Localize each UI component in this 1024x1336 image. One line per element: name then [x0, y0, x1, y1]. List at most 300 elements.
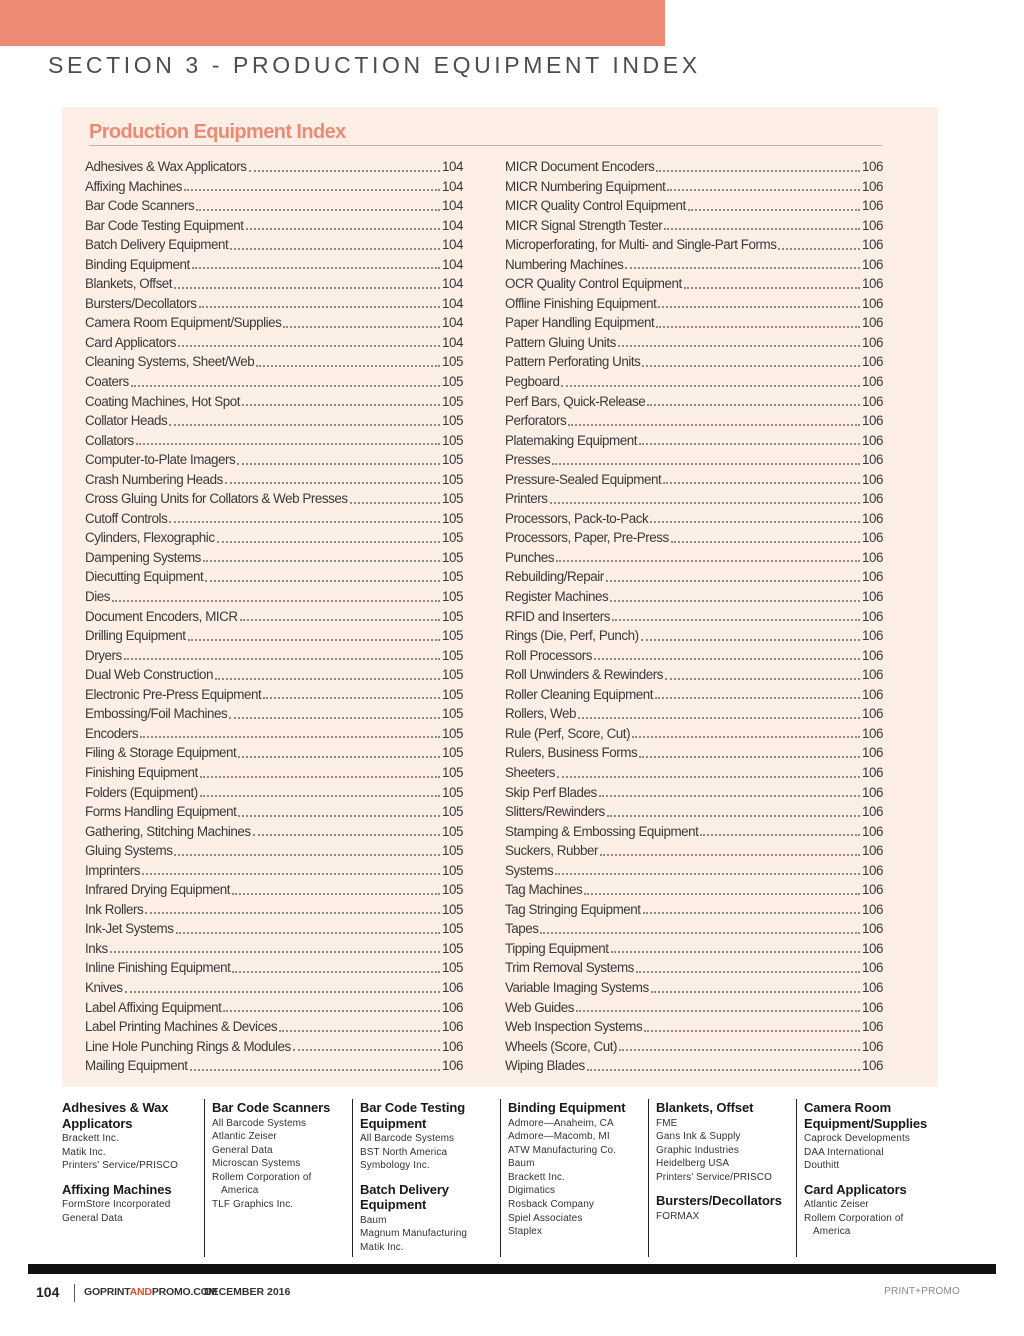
index-entry-page: 106	[862, 686, 883, 702]
index-entry-label: Web Guides	[505, 999, 574, 1015]
index-entry-label: Sheeters	[505, 764, 555, 780]
supplier-name: Symbology Inc.	[360, 1160, 430, 1172]
dot-leader	[606, 579, 860, 582]
index-entry-label: Web Inspection Systems	[505, 1019, 643, 1035]
index-entry[interactable]	[85, 431, 463, 451]
index-entry-label: Processors, Paper, Pre-Press	[505, 530, 669, 546]
index-entry-page: 106	[862, 823, 883, 839]
index-entry[interactable]	[505, 724, 883, 744]
directory-category-heading: Binding Equipment	[508, 1100, 626, 1115]
index-entry-label: Skip Perf Blades	[505, 784, 597, 800]
index-title: Production Equipment Index	[89, 121, 882, 146]
dot-leader	[600, 853, 860, 856]
index-entry[interactable]	[505, 431, 883, 451]
index-entry-label: Paper Handling Equipment	[505, 315, 655, 331]
index-entry-page: 104	[442, 178, 463, 194]
index-entry[interactable]	[505, 1037, 883, 1057]
index-entry[interactable]	[85, 567, 463, 587]
index-entry[interactable]	[505, 196, 883, 216]
index-entry[interactable]	[85, 548, 463, 568]
website-link[interactable]	[84, 1286, 217, 1298]
dot-leader	[131, 384, 440, 387]
index-entry-label: Bursters/Decollators	[85, 295, 197, 311]
supplier-name: America	[813, 1226, 851, 1238]
dot-leader	[664, 227, 860, 230]
supplier-name: Printers' Service/PRISCO	[656, 1171, 773, 1183]
index-entry-page: 105	[442, 491, 463, 507]
index-entry-label: Pattern Perforating Units	[505, 354, 641, 370]
index-entry-label: Ink-Jet Systems	[85, 921, 174, 937]
index-entry-label: Wiping Blades	[505, 1058, 585, 1074]
index-entry-page: 104	[442, 295, 463, 311]
index-entry-label: MICR Document Encoders	[505, 159, 655, 174]
index-entry[interactable]	[505, 1017, 883, 1037]
index-entry-page: 106	[862, 960, 883, 976]
index-entry-page: 105	[442, 667, 463, 683]
dot-leader	[700, 833, 860, 836]
index-entry-page: 105	[442, 784, 463, 800]
index-entry[interactable]	[505, 919, 883, 939]
index-entry[interactable]	[85, 528, 463, 548]
dot-leader	[632, 735, 860, 738]
dot-leader	[140, 735, 440, 738]
index-entry[interactable]	[85, 1056, 463, 1076]
index-entry[interactable]	[85, 665, 463, 685]
dot-leader	[587, 1068, 860, 1071]
index-entry-label: Line Hole Punching Rings & Modules	[85, 1038, 291, 1054]
index-entry-label: Processors, Pack-to-Pack	[505, 510, 649, 526]
index-entry-page: 106	[862, 256, 883, 272]
index-entry-label: Binding Equipment	[85, 256, 190, 272]
index-entry[interactable]	[505, 294, 883, 314]
dot-leader	[232, 892, 440, 895]
index-entry[interactable]	[505, 450, 883, 470]
index-entry-page: 106	[862, 862, 883, 878]
dot-leader	[639, 442, 860, 445]
index-entry-label: Bar Code Scanners	[85, 198, 195, 214]
index-entry-page: 105	[442, 628, 463, 644]
index-entry[interactable]	[505, 313, 883, 333]
dot-leader	[584, 892, 860, 895]
index-entry-page: 106	[862, 159, 883, 174]
directory-column	[500, 1099, 645, 1257]
index-entry[interactable]	[505, 822, 883, 842]
index-entry-page: 106	[862, 804, 883, 820]
dot-leader	[238, 814, 440, 817]
index-entry-label: Camera Room Equipment/Supplies	[85, 315, 282, 331]
index-entry-label: Collators	[85, 432, 134, 448]
index-entry[interactable]	[85, 763, 463, 783]
index-entry-page: 106	[862, 725, 883, 741]
index-entry-label: Crash Numbering Heads	[85, 471, 223, 487]
index-entry[interactable]	[505, 626, 883, 646]
index-entry-page: 106	[862, 706, 883, 722]
dot-leader	[610, 599, 860, 602]
index-entry[interactable]	[505, 372, 883, 392]
index-entry-label: Rulers, Business Forms	[505, 745, 638, 761]
index-entry[interactable]	[85, 978, 463, 998]
section-title: SECTION 3 - PRODUCTION EQUIPMENT INDEX	[48, 52, 701, 78]
magazine-brand: PRINT+PROMO	[884, 1286, 960, 1297]
index-entry-label: Label Printing Machines & Devices	[85, 1019, 278, 1035]
dot-leader	[136, 442, 440, 445]
index-entry-page: 106	[442, 1019, 463, 1035]
index-entry[interactable]	[85, 352, 463, 372]
supplier-name: America	[221, 1185, 259, 1197]
dot-leader	[656, 325, 860, 328]
index-entry-label: Numbering Machines	[505, 256, 624, 272]
directory-group	[508, 1100, 645, 1239]
index-entry-label: Coaters	[85, 374, 129, 390]
index-entry-label: Imprinters	[85, 862, 141, 878]
index-entry[interactable]	[85, 372, 463, 392]
index-entry[interactable]	[505, 998, 883, 1018]
index-entry-label: Finishing Equipment	[85, 764, 198, 780]
dot-leader	[778, 247, 860, 250]
index-entry-page: 106	[862, 530, 883, 546]
dot-leader	[176, 931, 441, 934]
index-entry[interactable]	[85, 743, 463, 763]
index-entry-label: Filing & Storage Equipment	[85, 745, 237, 761]
directory-category-heading: Bar Code Testing Equipment	[360, 1100, 466, 1131]
dot-leader	[283, 325, 440, 328]
index-entry[interactable]	[505, 685, 883, 705]
index-entry-page: 106	[862, 764, 883, 780]
dot-leader	[203, 559, 440, 562]
supplier-name: FormStore Incorporated	[62, 1199, 171, 1211]
index-entry-label: Embossing/Foil Machines	[85, 706, 228, 722]
index-entry-label: Register Machines	[505, 589, 609, 605]
index-entry[interactable]	[85, 255, 463, 275]
index-entry[interactable]	[505, 177, 883, 197]
index-entry-label: Rule (Perf, Score, Cut)	[505, 725, 631, 741]
supplier-name: Staplex	[508, 1226, 543, 1238]
index-entry[interactable]	[85, 939, 463, 959]
index-entry[interactable]	[85, 587, 463, 607]
index-entry[interactable]	[505, 528, 883, 548]
index-entry[interactable]	[85, 470, 463, 490]
index-entry[interactable]	[505, 861, 883, 881]
index-entry[interactable]	[505, 704, 883, 724]
index-entry-page: 105	[442, 569, 463, 585]
index-entry[interactable]	[85, 294, 463, 314]
index-entry-page: 105	[442, 843, 463, 859]
index-entry[interactable]	[85, 861, 463, 881]
index-entry[interactable]	[505, 411, 883, 431]
index-entry[interactable]	[505, 978, 883, 998]
index-entry[interactable]	[505, 392, 883, 412]
dot-leader	[644, 1029, 860, 1032]
dot-leader	[667, 188, 860, 191]
index-entry-page: 106	[862, 178, 883, 194]
dot-leader	[192, 266, 440, 269]
dot-leader	[215, 677, 440, 680]
index-entry[interactable]	[505, 509, 883, 529]
index-entry[interactable]	[85, 783, 463, 803]
index-entry[interactable]	[85, 704, 463, 724]
index-entry[interactable]	[505, 157, 883, 177]
index-entry[interactable]	[505, 958, 883, 978]
index-entry-page: 104	[442, 198, 463, 214]
index-entry-label: Document Encoders, MICR	[85, 608, 238, 624]
dot-leader	[663, 481, 860, 484]
index-entry-label: Rollers, Web	[505, 706, 577, 722]
index-entry[interactable]	[505, 783, 883, 803]
index-entry[interactable]	[85, 880, 463, 900]
dot-leader	[650, 520, 860, 523]
index-entry-page: 105	[442, 725, 463, 741]
index-entry-page: 105	[442, 882, 463, 898]
index-entry[interactable]	[505, 567, 883, 587]
index-entry[interactable]	[505, 939, 883, 959]
index-entry-page: 106	[862, 667, 883, 683]
index-entry[interactable]	[85, 489, 463, 509]
index-entry-label: Tapes	[505, 921, 539, 937]
index-entry[interactable]	[85, 1037, 463, 1057]
supplier-name: FORMAX	[656, 1210, 700, 1222]
dot-leader	[684, 286, 860, 289]
index-entry-label: OCR Quality Control Equipment	[505, 276, 682, 292]
index-entry[interactable]	[85, 235, 463, 255]
dot-leader	[200, 775, 440, 778]
index-entry-label: Cutoff Controls	[85, 510, 168, 526]
dot-leader	[656, 169, 860, 172]
dot-leader	[561, 384, 860, 387]
index-entry-label: Punches	[505, 549, 554, 565]
index-entry-page: 106	[862, 374, 883, 390]
supplier-name: Admore—Anaheim, CA	[508, 1117, 614, 1129]
dot-leader	[599, 794, 860, 797]
dot-leader	[540, 931, 860, 934]
index-entry-page: 105	[442, 393, 463, 409]
index-entry-page: 106	[862, 628, 883, 644]
dot-leader	[576, 1009, 860, 1012]
index-entry-page: 104	[442, 237, 463, 253]
index-entry-page: 106	[862, 940, 883, 956]
supplier-name: Spiel Associates	[508, 1212, 583, 1224]
index-entry[interactable]	[85, 509, 463, 529]
index-entry-page: 106	[862, 315, 883, 331]
supplier-name: Digimatics	[508, 1185, 556, 1197]
index-entry-page: 106	[442, 979, 463, 995]
directory-column	[796, 1099, 941, 1257]
dot-leader	[190, 1068, 440, 1071]
dot-leader	[229, 716, 440, 719]
index-entry-label: Systems	[505, 862, 554, 878]
index-entry[interactable]	[85, 333, 463, 353]
dot-leader	[246, 227, 440, 230]
index-entry[interactable]	[85, 900, 463, 920]
index-entry-label: Printers	[505, 491, 548, 507]
index-entry-page: 105	[442, 471, 463, 487]
index-entry[interactable]	[85, 196, 463, 216]
index-entry[interactable]	[505, 646, 883, 666]
index-entry[interactable]	[505, 274, 883, 294]
dot-leader	[169, 520, 440, 523]
directory-category-heading: Batch Delivery Equipment	[360, 1181, 449, 1213]
index-entry[interactable]	[85, 1017, 463, 1037]
supplier-name: General Data	[62, 1212, 123, 1224]
index-entry-page: 106	[862, 354, 883, 370]
index-entry[interactable]	[85, 646, 463, 666]
index-entry-label: Perforators	[505, 413, 567, 429]
supplier-name: General Data	[212, 1144, 273, 1156]
index-entry-label: MICR Numbering Equipment	[505, 178, 666, 194]
supplier-name: Graphic Industries	[656, 1144, 739, 1156]
index-entry-page: 104	[442, 334, 463, 350]
index-entry-page: 105	[442, 354, 463, 370]
index-entry[interactable]	[85, 450, 463, 470]
index-entry-label: Stamping & Embossing Equipment	[505, 823, 699, 839]
header-accent-bar	[0, 0, 665, 46]
index-entry-page: 104	[442, 159, 463, 174]
dot-leader	[184, 188, 440, 191]
index-entry[interactable]	[505, 900, 883, 920]
index-entry-label: Pattern Gluing Units	[505, 334, 616, 350]
index-entry[interactable]	[85, 216, 463, 236]
index-entry[interactable]	[85, 157, 463, 177]
index-entry[interactable]	[505, 763, 883, 783]
index-entry[interactable]	[505, 333, 883, 353]
index-entry-label: Offline Finishing Equipment	[505, 295, 657, 311]
index-entry[interactable]	[85, 274, 463, 294]
index-panel	[62, 107, 938, 1087]
index-entry[interactable]	[85, 607, 463, 627]
index-entry-page: 106	[862, 901, 883, 917]
dot-leader	[619, 1048, 860, 1051]
index-entry[interactable]	[505, 841, 883, 861]
index-entry[interactable]	[505, 1056, 883, 1076]
index-entry[interactable]	[85, 802, 463, 822]
supplier-name: Rollem Corporation of	[804, 1212, 904, 1224]
index-entry-page: 105	[442, 647, 463, 663]
index-entry-label: Folders (Equipment)	[85, 784, 198, 800]
index-entry-page: 106	[862, 647, 883, 663]
page-number: 104	[36, 1284, 60, 1300]
index-entry[interactable]	[85, 313, 463, 333]
index-entry-label: Encoders	[85, 725, 138, 741]
supplier-name: FME	[656, 1117, 678, 1129]
index-entry[interactable]	[85, 958, 463, 978]
index-entry-page: 105	[442, 804, 463, 820]
index-entry-label: Wheels (Score, Cut)	[505, 1038, 617, 1054]
index-entry-page: 106	[442, 1058, 463, 1074]
index-entry[interactable]	[505, 470, 883, 490]
index-entry-label: Card Applicators	[85, 334, 177, 350]
index-entry[interactable]	[505, 489, 883, 509]
index-entry-page: 104	[442, 315, 463, 331]
index-entry[interactable]	[85, 919, 463, 939]
supplier-name: Heidelberg USA	[656, 1158, 730, 1170]
index-entry-label: Perf Bars, Quick-Release	[505, 393, 646, 409]
index-entry-label: Dual Web Construction	[85, 667, 213, 683]
dot-leader	[237, 462, 440, 465]
index-entry-label: Blankets, Offset	[85, 276, 173, 292]
supplier-name: Rollem Corporation of	[212, 1171, 312, 1183]
index-entry[interactable]	[505, 802, 883, 822]
index-entry-label: Knives	[85, 979, 123, 995]
supplier-name: DAA International	[804, 1146, 884, 1158]
index-entry[interactable]	[505, 216, 883, 236]
index-entry[interactable]	[85, 724, 463, 744]
index-entry[interactable]	[505, 255, 883, 275]
index-entry[interactable]	[85, 822, 463, 842]
dot-leader	[618, 344, 860, 347]
index-entry[interactable]	[505, 235, 883, 255]
index-entry-page: 105	[442, 589, 463, 605]
dot-leader	[230, 247, 440, 250]
index-entry-label: Cylinders, Flexographic	[85, 530, 215, 546]
index-entry-label: RFID and Inserters	[505, 608, 611, 624]
index-entry[interactable]	[505, 743, 883, 763]
index-entry-page: 106	[862, 413, 883, 429]
index-entry[interactable]	[505, 548, 883, 568]
index-entry[interactable]	[505, 880, 883, 900]
index-entry-label: MICR Quality Control Equipment	[505, 198, 686, 214]
dot-leader	[174, 286, 440, 289]
index-entry-label: Mailing Equipment	[85, 1058, 188, 1074]
index-entry[interactable]	[85, 177, 463, 197]
index-entry-label: Bar Code Testing Equipment	[85, 217, 244, 233]
index-entry-page: 106	[862, 276, 883, 292]
supplier-name: TLF Graphics Inc.	[212, 1199, 294, 1211]
index-entry[interactable]	[85, 411, 463, 431]
index-entry-page: 104	[442, 256, 463, 272]
index-entry[interactable]	[85, 392, 463, 412]
index-entry-page: 106	[862, 745, 883, 761]
index-entry-page: 105	[442, 745, 463, 761]
index-entry[interactable]	[85, 841, 463, 861]
index-entry-label: Microperforating, for Multi- and Single-Part Forms	[505, 237, 777, 253]
index-entry-label: Drilling Equipment	[85, 628, 186, 644]
index-entry-label: Dies	[85, 589, 110, 605]
index-entry-page: 106	[862, 510, 883, 526]
dot-leader	[556, 559, 860, 562]
index-entry-page: 106	[862, 999, 883, 1015]
index-entry-page: 106	[862, 549, 883, 565]
index-entry[interactable]	[505, 607, 883, 627]
index-entry[interactable]	[85, 626, 463, 646]
dot-leader	[145, 911, 440, 914]
index-entry-page: 106	[442, 999, 463, 1015]
index-entry-page: 105	[442, 510, 463, 526]
index-entry-label: Diecutting Equipment	[85, 569, 204, 585]
footer-divider	[74, 1284, 75, 1302]
dot-leader	[124, 657, 440, 660]
footer-rule	[28, 1264, 996, 1274]
index-entry-label: Infrared Drying Equipment	[85, 882, 231, 898]
index-entry[interactable]	[505, 665, 883, 685]
index-entry[interactable]	[505, 352, 883, 372]
directory-group	[360, 1100, 497, 1173]
index-entry[interactable]	[85, 685, 463, 705]
dot-leader	[196, 208, 440, 211]
index-entry-label: Collator Heads	[85, 413, 168, 429]
index-entry-label: Adhesives & Wax Applicators	[85, 159, 247, 174]
index-entry-page: 106	[862, 237, 883, 253]
site-post: PROMO.COM	[151, 1286, 218, 1298]
index-entry-page: 105	[442, 960, 463, 976]
index-entry-page: 106	[862, 1058, 883, 1074]
index-entry[interactable]	[85, 998, 463, 1018]
directory-group	[62, 1182, 199, 1226]
index-entry[interactable]	[505, 587, 883, 607]
dot-leader	[550, 501, 860, 504]
page-footer	[36, 1284, 966, 1304]
dot-leader	[642, 364, 860, 367]
index-entry-label: Cleaning Systems, Sheet/Web	[85, 354, 255, 370]
supplier-name: Gans Ink & Supply	[656, 1131, 741, 1143]
